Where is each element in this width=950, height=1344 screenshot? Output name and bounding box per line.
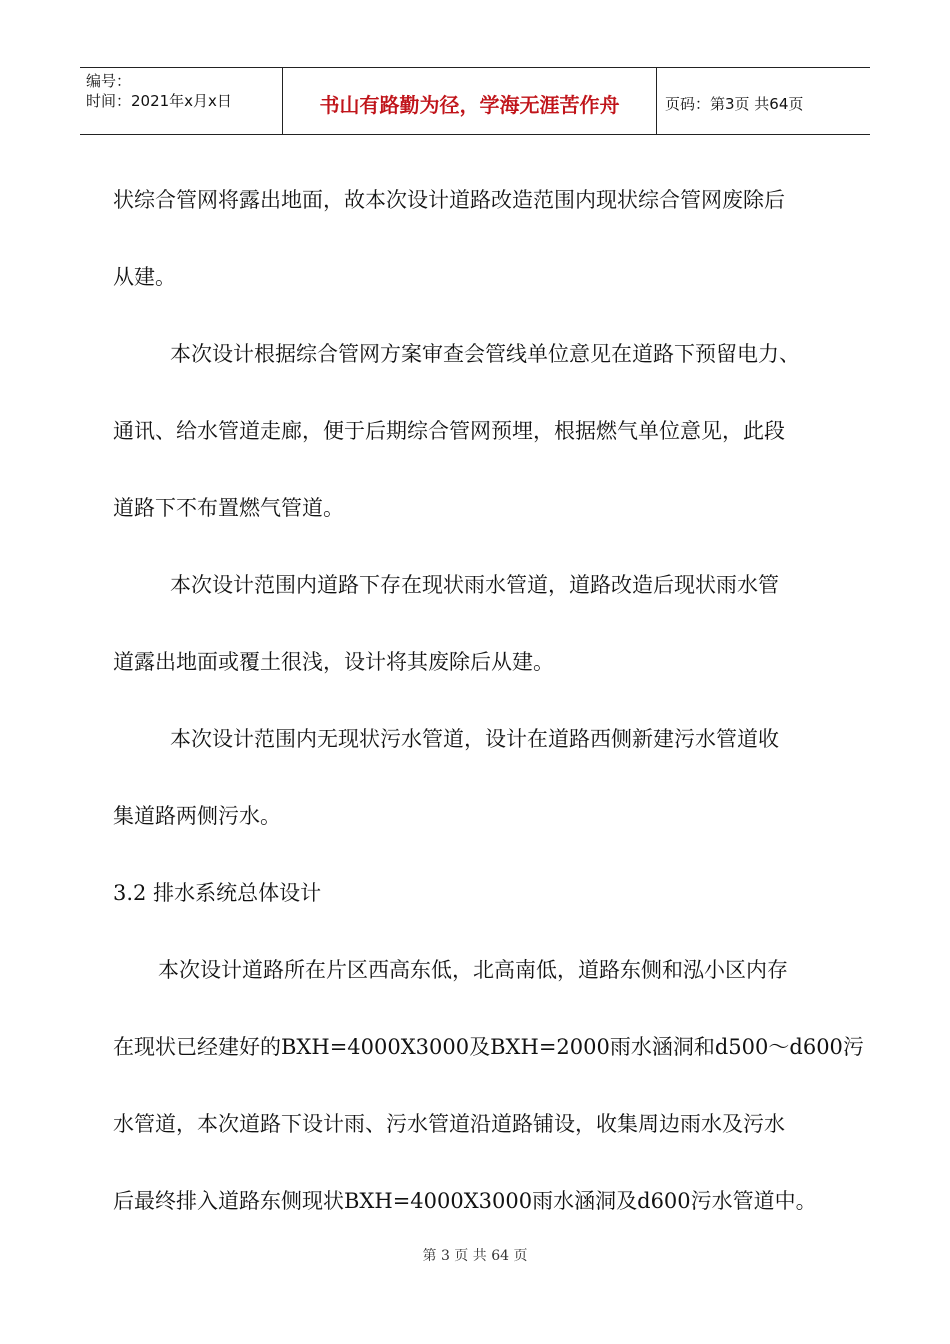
body-line: 状综合管网将露出地面，故本次设计道路改造范围内现状综合管网废除后: [113, 188, 785, 212]
document-body: [113, 162, 864, 1240]
body-line: 集道路两侧污水。: [113, 804, 281, 828]
body-line: 在现状已经建好的BXH=4000X3000及BXH=2000雨水涵洞和d500～d600污: [113, 1035, 864, 1059]
body-line: 道路下不布置燃气管道。: [113, 496, 344, 520]
serial-label: 编号：: [86, 72, 132, 90]
body-line: 本次设计根据综合管网方案审查会管线单位意见在道路下预留电力、: [170, 342, 800, 366]
header-page-cell: [657, 68, 870, 134]
body-line: 道露出地面或覆土很浅，设计将其废除后从建。: [113, 650, 554, 674]
page-info: 页码：第3页 共64页: [665, 94, 804, 113]
page-footer: [0, 1245, 950, 1265]
body-line: 水管道，本次道路下设计雨、污水管道沿道路铺设，收集周边雨水及污水: [113, 1112, 785, 1136]
body-line: 通讯、给水管道走廊，便于后期综合管网预埋，根据燃气单位意见，此段: [113, 419, 785, 443]
motto-text: 书山有路勤为径，学海无涯苦作舟: [319, 92, 620, 117]
body-line: 本次设计范围内道路下存在现状雨水管道，道路改造后现状雨水管: [170, 573, 779, 597]
body-line: 后最终排入道路东侧现状BXH=4000X3000雨水涵洞及d600污水管道中。: [113, 1189, 817, 1213]
section-heading: 3.2 排水系统总体设计: [113, 881, 322, 905]
header-meta-cell: [80, 68, 283, 134]
body-line: 本次设计范围内无现状污水管道，设计在道路西侧新建污水管道收: [170, 727, 779, 751]
footer-page-number: 第 3 页 共 64 页: [422, 1248, 528, 1264]
date-text: 时间：2021年x月x日: [86, 92, 232, 110]
body-line: 本次设计道路所在片区西高东低，北高南低，道路东侧和泓小区内存: [158, 958, 788, 982]
header-motto-cell: [283, 68, 657, 134]
page-header: [80, 67, 870, 135]
body-line: 从建。: [113, 265, 176, 289]
